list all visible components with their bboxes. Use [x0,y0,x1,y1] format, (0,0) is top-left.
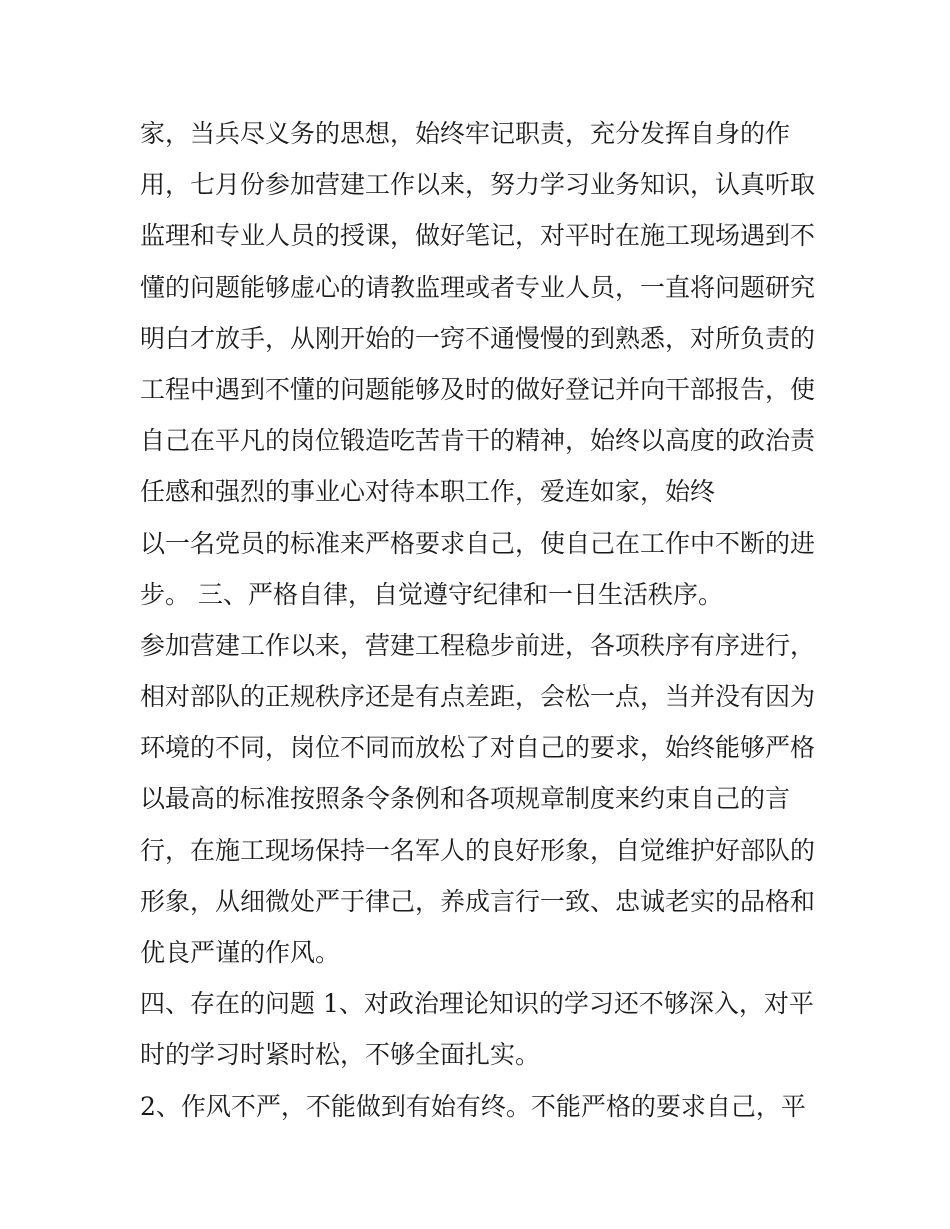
text-line: 用，七月份参加营建工作以来，努力学习业务知识，认真听取 [140,170,816,200]
text-line: 时的学习时紧时松，不够全面扎实。 [140,1040,541,1070]
text-line: 工程中遇到不懂的问题能够及时的做好登记并向干部报告，使 [140,374,816,404]
text-line: 相对部队的正规秩序还是有点差距，会松一点，当并没有因为 [140,682,816,712]
text-line: 以最高的标准按照条令条例和各项规章制度来约束自己的言 [140,784,791,814]
text-line: 优良严谨的作风。 [140,938,341,967]
text-line: 四、存在的问题 1、对政治理论知识的学习还不够深入，对平 [140,989,814,1019]
text-line: 参加营建工作以来，营建工程稳步前进，各项秩序有序进行， [140,630,816,660]
text-line: 懂的问题能够虚心的请教监理或者专业人员，一直将问题研究 [140,272,816,302]
text-line: 明白才放手，从刚开始的一窍不通慢慢的到熟悉，对所负责的 [140,323,816,353]
text-line: 步。 三、严格自律，自觉遵守纪律和一日生活秩序。 [140,579,723,609]
text-line: 形象，从细微处严于律己，养成言行一致、忠诚老实的品格和 [140,886,816,916]
text-line: 2、作风不严，不能做到有始有终。不能严格的要求自己，平 [140,1091,806,1121]
body-text [140,108,830,1132]
text-line: 环境的不同，岗位不同而放松了对自己的要求，始终能够严格 [140,733,816,763]
text-line: 监理和专业人员的授课，做好笔记，对平时在施工现场遇到不 [140,221,816,251]
text-line: 自己在平凡的岗位锻造吃苦肯干的精神，始终以高度的政治责 [140,426,816,456]
text-line: 家，当兵尽义务的思想，始终牢记职责，充分发挥自身的作 [140,119,791,148]
text-line: 行，在施工现场保持一名军人的良好形象，自觉维护好部队的 [140,835,816,865]
text-line: 以一名党员的标准来严格要求自己，使自己在工作中不断的进 [140,528,816,558]
text-line: 任感和强烈的事业心对待本职工作，爱连如家，始终 [140,477,716,507]
